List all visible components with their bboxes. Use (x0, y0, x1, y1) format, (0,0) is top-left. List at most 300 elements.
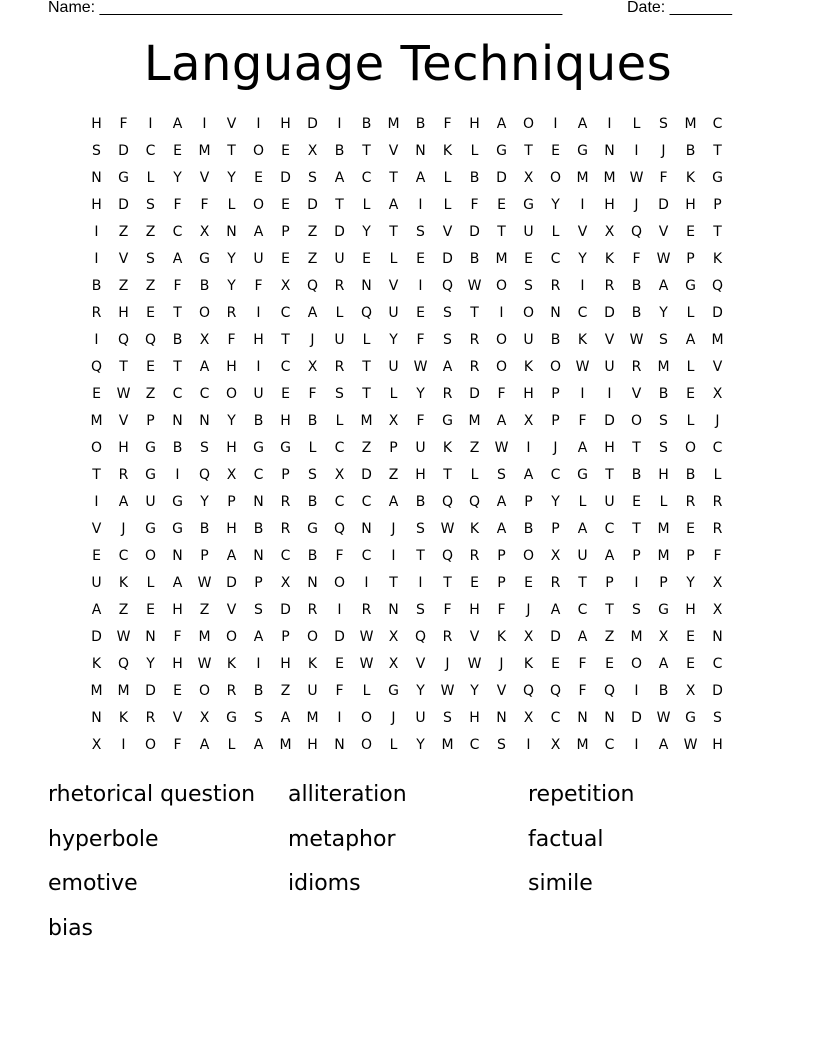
grid-letter: Y (551, 494, 560, 510)
grid-letter: V (658, 224, 669, 240)
grid-letter: E (686, 629, 695, 645)
grid-letter: R (226, 683, 237, 699)
grid-letter: W (413, 359, 428, 375)
grid-letter: T (713, 143, 722, 159)
grid-letter: O (360, 710, 373, 726)
grid-letter: W (575, 359, 590, 375)
grid-letter: I (634, 737, 639, 753)
grid-letter: A (496, 116, 507, 132)
grid-letter: L (578, 494, 587, 510)
grid-letter: T (173, 305, 182, 321)
grid-letter: A (172, 116, 183, 132)
grid-letter: K (523, 656, 534, 672)
grid-letter: L (470, 143, 479, 159)
grid-letter: X (604, 224, 615, 240)
grid-letter: X (712, 602, 723, 618)
grid-letter: A (658, 737, 669, 753)
grid-letter: H (712, 737, 723, 753)
grid-letter: Q (522, 683, 535, 699)
grid-letter: M (90, 683, 103, 699)
grid-letter: D (469, 224, 480, 240)
grid-letter: F (578, 656, 587, 672)
word-list-item: hyperbole (48, 826, 159, 852)
grid-letter: X (280, 278, 291, 294)
grid-letter: B (658, 386, 669, 402)
grid-letter: G (172, 494, 183, 510)
grid-letter: I (634, 143, 639, 159)
grid-letter: O (549, 359, 562, 375)
grid-letter: Q (549, 683, 562, 699)
grid-letter: C (172, 386, 183, 402)
grid-letter: V (415, 656, 426, 672)
grid-letter: I (553, 116, 558, 132)
grid-letter: E (632, 494, 641, 510)
grid-letter: D (334, 224, 345, 240)
grid-letter: E (281, 143, 290, 159)
grid-letter: Z (280, 683, 291, 699)
grid-letter: C (172, 224, 183, 240)
grid-letter: Q (144, 332, 157, 348)
grid-letter: Z (118, 224, 129, 240)
grid-letter: E (281, 386, 290, 402)
grid-letter: X (550, 737, 561, 753)
grid-letter: E (146, 602, 155, 618)
grid-letter: H (469, 116, 480, 132)
grid-letter: T (92, 467, 101, 483)
grid-letter: V (199, 170, 210, 186)
grid-letter: V (172, 710, 183, 726)
grid-letter: N (199, 413, 210, 429)
grid-letter: O (144, 737, 157, 753)
grid-letter: M (576, 170, 589, 186)
grid-letter: G (577, 143, 588, 159)
word-list-item: simile (528, 871, 593, 896)
grid-letter: I (526, 440, 531, 456)
grid-letter: N (712, 629, 723, 645)
word-list-item: emotive (48, 871, 138, 896)
grid-letter: P (227, 494, 236, 510)
grid-letter: X (523, 170, 534, 186)
grid-letter: N (604, 710, 615, 726)
grid-letter: B (253, 413, 264, 429)
grid-letter: O (360, 737, 373, 753)
grid-letter: S (632, 602, 641, 618)
grid-letter: R (145, 710, 156, 726)
grid-letter: R (469, 332, 480, 348)
grid-letter: I (634, 683, 639, 699)
grid-letter: L (227, 197, 236, 213)
grid-letter: D (361, 467, 372, 483)
grid-letter: R (280, 494, 291, 510)
grid-letter: Z (145, 278, 156, 294)
grid-letter: B (199, 521, 210, 537)
grid-letter: D (550, 629, 561, 645)
grid-letter: S (659, 332, 668, 348)
grid-letter: N (145, 629, 156, 645)
grid-letter: L (659, 494, 668, 510)
grid-letter: I (94, 224, 99, 240)
grid-letter: B (172, 440, 183, 456)
grid-letter: C (334, 494, 345, 510)
grid-letter: O (495, 332, 508, 348)
grid-letter: T (362, 386, 371, 402)
grid-letter: G (145, 440, 156, 456)
grid-letter: K (496, 629, 507, 645)
grid-letter: D (631, 710, 642, 726)
grid-letter: L (146, 170, 155, 186)
grid-letter: T (470, 305, 479, 321)
grid-letter: N (307, 575, 318, 591)
grid-letter: S (254, 710, 263, 726)
grid-letter: Q (90, 359, 103, 375)
grid-letter: M (441, 737, 454, 753)
grid-letter: O (522, 548, 535, 564)
grid-letter: L (632, 116, 641, 132)
grid-letter: S (443, 305, 452, 321)
grid-letter: A (658, 278, 669, 294)
grid-letter: F (443, 602, 452, 618)
grid-letter: E (686, 386, 695, 402)
grid-letter: R (550, 575, 561, 591)
grid-letter: H (226, 521, 237, 537)
grid-letter: R (442, 629, 453, 645)
grid-letter: I (148, 116, 153, 132)
grid-letter: P (497, 548, 506, 564)
grid-letter: I (337, 602, 342, 618)
grid-letter: O (198, 305, 211, 321)
grid-letter: R (280, 521, 291, 537)
grid-letter: P (524, 494, 533, 510)
grid-letter: S (713, 710, 722, 726)
grid-letter: H (604, 197, 615, 213)
grid-letter: X (307, 359, 318, 375)
grid-letter: N (577, 710, 588, 726)
grid-letter: E (686, 224, 695, 240)
grid-letter: S (524, 278, 533, 294)
grid-letter: K (685, 170, 696, 186)
grid-letter: D (442, 251, 453, 267)
grid-letter: F (497, 386, 506, 402)
grid-letter: R (712, 521, 723, 537)
grid-letter: A (388, 197, 399, 213)
grid-letter: F (443, 116, 452, 132)
grid-letter: H (685, 602, 696, 618)
grid-letter: W (197, 575, 212, 591)
grid-letter: R (334, 359, 345, 375)
grid-letter: R (334, 278, 345, 294)
grid-letter: I (418, 278, 423, 294)
grid-letter: W (683, 737, 698, 753)
grid-letter: P (200, 548, 209, 564)
grid-letter: C (361, 170, 372, 186)
grid-letter: X (712, 575, 723, 591)
grid-letter: D (118, 143, 129, 159)
grid-letter: I (121, 737, 126, 753)
grid-letter: K (91, 656, 102, 672)
grid-letter: B (658, 683, 669, 699)
grid-letter: A (496, 521, 507, 537)
grid-letter: O (306, 629, 319, 645)
grid-letter: Y (227, 170, 236, 186)
grid-letter: B (307, 494, 318, 510)
grid-letter: B (631, 467, 642, 483)
grid-letter: M (117, 683, 130, 699)
grid-letter: D (658, 197, 669, 213)
grid-letter: C (712, 116, 723, 132)
grid-letter: U (523, 224, 534, 240)
grid-letter: C (604, 737, 615, 753)
grid-letter: O (225, 629, 238, 645)
grid-letter: X (199, 224, 210, 240)
grid-letter: C (712, 440, 723, 456)
grid-letter: U (388, 305, 399, 321)
grid-letter: B (685, 467, 696, 483)
grid-letter: N (388, 602, 399, 618)
grid-letter: T (578, 575, 587, 591)
grid-letter: I (337, 710, 342, 726)
grid-letter: F (578, 413, 587, 429)
grid-letter: Y (173, 170, 182, 186)
grid-letter: E (362, 251, 371, 267)
grid-letter: B (172, 332, 183, 348)
grid-letter: I (94, 251, 99, 267)
grid-letter: H (226, 359, 237, 375)
grid-letter: Q (441, 548, 454, 564)
grid-letter: V (118, 251, 129, 267)
grid-letter: X (712, 386, 723, 402)
grid-letter: D (145, 683, 156, 699)
grid-letter: A (577, 440, 588, 456)
grid-letter: C (550, 251, 561, 267)
grid-letter: Q (117, 656, 130, 672)
grid-letter: O (522, 305, 535, 321)
grid-letter: D (118, 197, 129, 213)
grid-letter: Y (578, 251, 587, 267)
grid-letter: S (659, 116, 668, 132)
grid-letter: W (116, 386, 131, 402)
grid-letter: L (146, 575, 155, 591)
grid-letter: N (361, 521, 372, 537)
grid-letter: H (658, 467, 669, 483)
word-list-item: bias (48, 915, 94, 941)
grid-letter: E (254, 170, 263, 186)
grid-letter: V (388, 278, 399, 294)
grid-letter: L (362, 332, 371, 348)
grid-letter: A (658, 656, 669, 672)
grid-letter: F (335, 683, 344, 699)
grid-letter: S (335, 386, 344, 402)
grid-letter: F (335, 548, 344, 564)
grid-letter: I (256, 656, 261, 672)
grid-letter: E (686, 521, 695, 537)
grid-letter: W (116, 629, 131, 645)
grid-letter: M (198, 629, 211, 645)
grid-letter: Q (603, 683, 616, 699)
grid-letter: P (632, 548, 641, 564)
grid-letter: W (359, 629, 374, 645)
grid-letter: A (307, 305, 318, 321)
grid-letter: T (389, 224, 398, 240)
grid-letter: G (658, 602, 669, 618)
grid-letter: H (523, 386, 534, 402)
grid-letter: L (443, 197, 452, 213)
grid-letter: M (657, 548, 670, 564)
grid-letter: T (389, 575, 398, 591)
grid-letter: R (469, 359, 480, 375)
grid-letter: I (364, 575, 369, 591)
grid-letter: G (307, 521, 318, 537)
grid-letter: R (712, 494, 723, 510)
grid-letter: A (172, 251, 183, 267)
grid-letter: P (551, 521, 560, 537)
grid-letter: D (712, 305, 723, 321)
grid-letter: S (92, 143, 101, 159)
grid-letter: M (603, 170, 616, 186)
page-title: Language Techniques (143, 36, 673, 92)
grid-letter: N (496, 710, 507, 726)
grid-letter: M (360, 413, 373, 429)
grid-letter: E (524, 251, 533, 267)
grid-letter: N (172, 548, 183, 564)
grid-letter: B (685, 143, 696, 159)
grid-letter: T (443, 575, 452, 591)
grid-letter: D (280, 602, 291, 618)
grid-letter: M (198, 143, 211, 159)
grid-letter: G (442, 413, 453, 429)
grid-letter: T (524, 143, 533, 159)
grid-letter: V (712, 359, 723, 375)
grid-letter: K (523, 359, 534, 375)
grid-letter: R (91, 305, 102, 321)
grid-letter: M (711, 332, 724, 348)
grid-letter: W (359, 656, 374, 672)
grid-letter: Y (227, 278, 236, 294)
grid-letter: D (496, 170, 507, 186)
grid-letter: S (146, 197, 155, 213)
grid-letter: U (523, 332, 534, 348)
grid-letter: Q (468, 494, 481, 510)
grid-letter: X (199, 332, 210, 348)
grid-letter: G (577, 467, 588, 483)
grid-letter: F (308, 386, 317, 402)
grid-letter: E (470, 575, 479, 591)
grid-letter: N (253, 548, 264, 564)
grid-letter: I (337, 116, 342, 132)
grid-letter: H (118, 305, 129, 321)
grid-letter: F (416, 332, 425, 348)
grid-letter: Q (198, 467, 211, 483)
grid-letter: A (253, 629, 264, 645)
grid-letter: W (467, 656, 482, 672)
grid-letter: A (685, 332, 696, 348)
grid-letter: B (523, 521, 534, 537)
grid-letter: P (281, 629, 290, 645)
grid-letter: I (607, 116, 612, 132)
grid-letter: R (550, 278, 561, 294)
grid-letter: A (604, 548, 615, 564)
grid-letter: O (549, 170, 562, 186)
grid-letter: T (713, 224, 722, 240)
grid-letter: L (713, 467, 722, 483)
grid-letter: Y (470, 683, 479, 699)
grid-letter: V (442, 224, 453, 240)
grid-letter: C (361, 548, 372, 564)
grid-letter: P (605, 575, 614, 591)
grid-letter: E (92, 548, 101, 564)
grid-letter: I (202, 116, 207, 132)
grid-letter: U (334, 251, 345, 267)
grid-letter: C (577, 305, 588, 321)
grid-letter: Q (441, 494, 454, 510)
grid-letter: J (553, 440, 558, 456)
grid-letter: S (416, 521, 425, 537)
grid-letter: F (713, 548, 722, 564)
grid-letter: A (91, 602, 102, 618)
grid-letter: A (577, 116, 588, 132)
grid-letter: O (225, 386, 238, 402)
grid-letter: F (578, 683, 587, 699)
grid-letter: Z (307, 251, 318, 267)
grid-letter: K (442, 143, 453, 159)
grid-letter: X (388, 656, 399, 672)
grid-letter: E (335, 656, 344, 672)
grid-letter: F (416, 413, 425, 429)
grid-letter: V (631, 386, 642, 402)
grid-letter: N (91, 170, 102, 186)
grid-letter: H (91, 197, 102, 213)
grid-letter: A (415, 170, 426, 186)
grid-letter: I (175, 467, 180, 483)
grid-letter: S (146, 251, 155, 267)
grid-letter: C (199, 386, 210, 402)
grid-letter: G (280, 440, 291, 456)
grid-letter: R (361, 602, 372, 618)
grid-letter: B (469, 251, 480, 267)
word-list-item: rhetorical question (48, 782, 256, 807)
grid-letter: R (631, 359, 642, 375)
grid-letter: A (253, 737, 264, 753)
grid-letter: J (391, 710, 396, 726)
grid-letter: T (119, 359, 128, 375)
grid-letter: B (415, 116, 426, 132)
date-field-label: Date: _______ (627, 0, 732, 16)
grid-letter: I (607, 386, 612, 402)
grid-letter: E (524, 575, 533, 591)
grid-letter: X (523, 710, 534, 726)
grid-letter: I (94, 332, 99, 348)
grid-letter: Z (199, 602, 210, 618)
grid-letter: B (199, 278, 210, 294)
grid-letter: X (334, 467, 345, 483)
grid-letter: J (310, 332, 315, 348)
grid-letter: F (200, 197, 209, 213)
grid-letter: E (92, 386, 101, 402)
grid-letter: F (254, 278, 263, 294)
grid-letter: N (604, 143, 615, 159)
grid-letter: E (551, 656, 560, 672)
grid-letter: I (526, 737, 531, 753)
grid-letter: M (657, 359, 670, 375)
grid-letter: T (632, 521, 641, 537)
grid-letter: A (577, 521, 588, 537)
grid-letter: R (226, 305, 237, 321)
grid-letter: T (281, 332, 290, 348)
grid-letter: I (391, 548, 396, 564)
grid-letter: J (634, 197, 639, 213)
grid-letter: I (580, 386, 585, 402)
grid-letter: A (442, 359, 453, 375)
grid-letter: C (145, 143, 156, 159)
